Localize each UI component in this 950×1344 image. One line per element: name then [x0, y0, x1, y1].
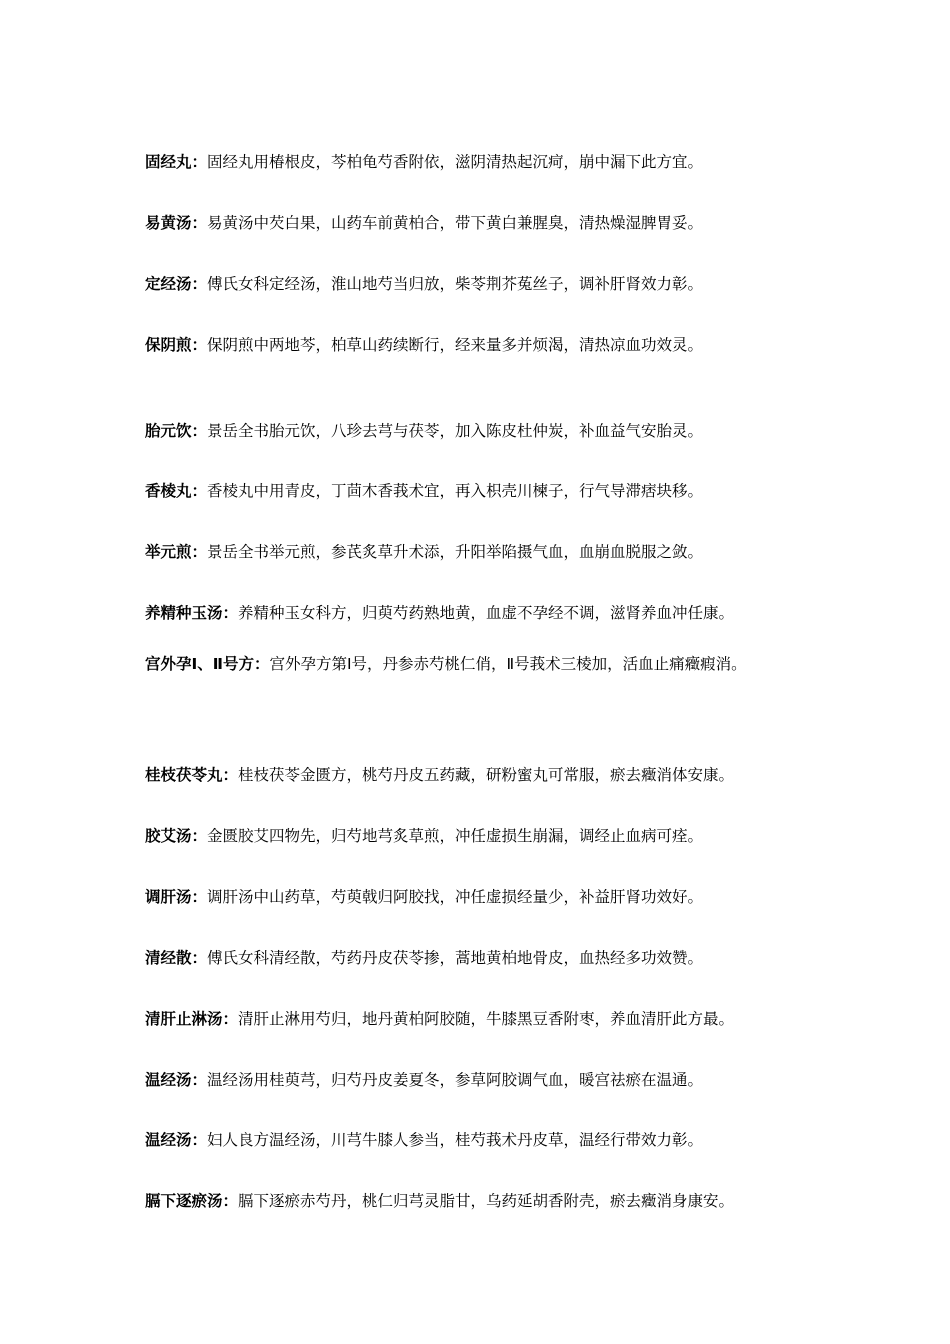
- formula-entry-yangjingzhongyutang: [145, 603, 817, 623]
- formula-verse: 调肝汤中山药草，芍萸戟归阿胶找，冲任虚损经量少，补益肝肾功效好。: [207, 888, 704, 906]
- formula-verse: 金匮胶艾四物先，归芍地芎炙草煎，冲任虚损生崩漏，调经止血病可痊。: [207, 827, 704, 845]
- formula-entry-gexia-zhuyutang: [145, 1191, 817, 1211]
- formula-verse: 保阴煎中两地芩，柏草山药续断行，经来量多并烦渴，清热凉血功效灵。: [207, 336, 704, 354]
- formula-entry-wenjingtang-2: [145, 1130, 817, 1150]
- formula-name: 胶艾汤：: [145, 827, 208, 845]
- formula-verse: 膈下逐瘀赤芍丹，桃仁归芎灵脂甘，乌药延胡香附壳，瘀去癥消身康安。: [238, 1192, 735, 1210]
- formula-verse: 景岳全书胎元饮，八珍去芎与茯苓，加入陈皮杜仲炭，补血益气安胎灵。: [207, 422, 704, 440]
- formula-verse: 香棱丸中用青皮，丁茴木香莪术宜，再入枳壳川楝子，行气导滞痞块移。: [207, 482, 704, 500]
- formula-verse: 傅氏女科清经散，芍药丹皮茯苓掺，蒿地黄柏地骨皮，血热经多功效赞。: [207, 949, 704, 967]
- formula-name: 温经汤：: [145, 1131, 208, 1149]
- formula-verse: 傅氏女科定经汤，淮山地芍当归放，柴苓荆芥菟丝子，调补肝肾效力彰。: [207, 275, 704, 293]
- formula-name: 定经汤：: [145, 275, 208, 293]
- formula-entry-guizhifulingwan: [145, 765, 817, 785]
- formula-entry-gujingwan: [145, 152, 817, 172]
- formula-entry-qinggan-zhilin: [145, 1009, 817, 1029]
- formula-verse: 桂枝茯苓金匮方，桃芍丹皮五药藏，研粉蜜丸可常服，瘀去癥消体安康。: [238, 766, 735, 784]
- formula-entry-dingjingtang: [145, 274, 817, 294]
- formula-entry-wenjingtang-1: [145, 1070, 817, 1090]
- formula-name: 固经丸：: [145, 153, 208, 171]
- formula-verse: 宫外孕方第Ⅰ号，丹参赤芍桃仁俏，Ⅱ号莪术三棱加，活血止痛癥瘕消。: [269, 655, 747, 673]
- formula-entry-taiyuanyin: [145, 421, 817, 441]
- formula-name: 清肝止淋汤：: [145, 1010, 239, 1028]
- formula-name: 易黄汤：: [145, 214, 208, 232]
- formula-verse: 妇人良方温经汤，川芎牛膝人参当，桂芍莪术丹皮草，温经行带效力彰。: [207, 1131, 704, 1149]
- formula-entry-gongwaiyun: [145, 641, 817, 687]
- formula-verse: 固经丸用椿根皮，芩柏龟芍香附依，滋阴清热起沉疴，崩中漏下此方宜。: [207, 153, 704, 171]
- formula-name: 清经散：: [145, 949, 208, 967]
- formula-name: 举元煎：: [145, 543, 208, 561]
- formula-entry-qingjingsan: [145, 948, 817, 968]
- formula-name: 桂枝茯苓丸：: [145, 766, 239, 784]
- formula-verse: 清肝止淋用芍归，地丹黄柏阿胶随，牛膝黑豆香附枣，养血清肝此方最。: [238, 1010, 735, 1028]
- formula-entry-tiaogantang: [145, 887, 817, 907]
- formula-name: 宫外孕Ⅰ、Ⅱ号方：: [145, 655, 270, 673]
- formula-name: 保阴煎：: [145, 336, 208, 354]
- formula-verse: 温经汤用桂萸芎，归芍丹皮姜夏冬，参草阿胶调气血，暖宫祛瘀在温通。: [207, 1071, 704, 1089]
- formula-entry-baoyinjian: [145, 335, 817, 355]
- formula-verse: 养精种玉女科方，归萸芍药熟地黄，血虚不孕经不调，滋肾养血冲任康。: [238, 604, 735, 622]
- formula-entry-jiaoaitang: [145, 826, 817, 846]
- formula-name: 养精种玉汤：: [145, 604, 239, 622]
- formula-entry-juyuanjian: [145, 542, 817, 562]
- formula-entry-yihuangtang: [145, 213, 817, 233]
- formula-name: 调肝汤：: [145, 888, 208, 906]
- formula-name: 香棱丸：: [145, 482, 208, 500]
- formula-name: 胎元饮：: [145, 422, 208, 440]
- formula-verse: 景岳全书举元煎，参芪炙草升术添，升阳举陷摄气血，血崩血脱服之敛。: [207, 543, 704, 561]
- formula-name: 温经汤：: [145, 1071, 208, 1089]
- formula-name: 膈下逐瘀汤：: [145, 1192, 239, 1210]
- formula-entry-xianglengwan: [145, 481, 817, 501]
- formula-verse: 易黄汤中芡白果，山药车前黄柏合，带下黄白兼腥臭，清热燥湿脾胃妥。: [207, 214, 704, 232]
